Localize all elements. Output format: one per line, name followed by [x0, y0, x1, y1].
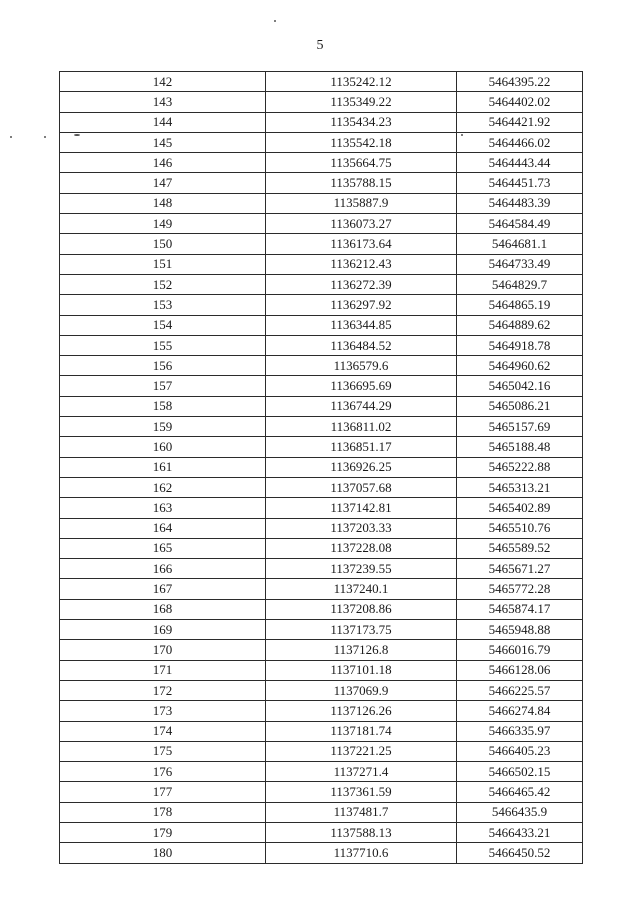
x-coordinate-cell: 1136073.27	[266, 214, 457, 234]
x-coordinate-cell: 1136811.02	[266, 417, 457, 437]
x-coordinate-cell: 1137710.6	[266, 843, 457, 863]
point-number-cell: 177	[60, 782, 266, 802]
point-number-cell: 161	[60, 457, 266, 477]
y-coordinate-cell: 5465874.17	[457, 599, 583, 619]
table-row	[60, 335, 583, 355]
x-coordinate-cell: 1137203.33	[266, 518, 457, 538]
x-coordinate-cell: 1137101.18	[266, 660, 457, 680]
y-coordinate-cell: 5466128.06	[457, 660, 583, 680]
y-coordinate-cell: 5465948.88	[457, 620, 583, 640]
point-number-cell: 164	[60, 518, 266, 538]
table-row	[60, 822, 583, 842]
table-row	[60, 153, 583, 173]
y-coordinate-cell: 5464466.02	[457, 132, 583, 152]
y-coordinate-cell: 5465772.28	[457, 579, 583, 599]
x-coordinate-cell: 1137208.86	[266, 599, 457, 619]
point-number-cell: 163	[60, 498, 266, 518]
point-number-cell: 144	[60, 112, 266, 132]
x-coordinate-cell: 1137142.81	[266, 498, 457, 518]
table-row	[60, 274, 583, 294]
table-row	[60, 741, 583, 761]
y-coordinate-cell: 5464584.49	[457, 214, 583, 234]
point-number-cell: 174	[60, 721, 266, 741]
table-row	[60, 173, 583, 193]
y-coordinate-cell: 5464733.49	[457, 254, 583, 274]
table-row	[60, 782, 583, 802]
table-row	[60, 193, 583, 213]
point-number-cell: 175	[60, 741, 266, 761]
x-coordinate-cell: 1137221.25	[266, 741, 457, 761]
table-row	[60, 680, 583, 700]
x-coordinate-cell: 1135434.23	[266, 112, 457, 132]
table-row	[60, 92, 583, 112]
table-row	[60, 295, 583, 315]
y-coordinate-cell: 5464483.39	[457, 193, 583, 213]
page-number: 5	[316, 38, 324, 53]
table-row	[60, 376, 583, 396]
table-row	[60, 660, 583, 680]
point-number-cell: 172	[60, 680, 266, 700]
point-number-cell: 147	[60, 173, 266, 193]
table-row	[60, 518, 583, 538]
x-coordinate-cell: 1136851.17	[266, 437, 457, 457]
y-coordinate-cell: 5466225.57	[457, 680, 583, 700]
y-coordinate-cell: 5464889.62	[457, 315, 583, 335]
y-coordinate-cell: 5465086.21	[457, 396, 583, 416]
y-coordinate-cell: 5465589.52	[457, 538, 583, 558]
point-number-cell: 151	[60, 254, 266, 274]
x-coordinate-cell: 1137173.75	[266, 620, 457, 640]
table-row	[60, 498, 583, 518]
x-coordinate-cell: 1137240.1	[266, 579, 457, 599]
point-number-cell: 162	[60, 477, 266, 497]
point-number-cell: 158	[60, 396, 266, 416]
x-coordinate-cell: 1137361.59	[266, 782, 457, 802]
table-row	[60, 234, 583, 254]
scan-speck	[44, 136, 46, 138]
point-number-cell: 149	[60, 214, 266, 234]
x-coordinate-cell: 1137181.74	[266, 721, 457, 741]
x-coordinate-cell: 1135887.9	[266, 193, 457, 213]
x-coordinate-cell: 1137239.55	[266, 559, 457, 579]
y-coordinate-cell: 5466016.79	[457, 640, 583, 660]
y-coordinate-cell: 5466274.84	[457, 701, 583, 721]
point-number-cell: 166	[60, 559, 266, 579]
table-row	[60, 843, 583, 863]
table-row	[60, 620, 583, 640]
y-coordinate-cell: 5464443.44	[457, 153, 583, 173]
y-coordinate-cell: 5466502.15	[457, 762, 583, 782]
point-number-cell: 165	[60, 538, 266, 558]
x-coordinate-cell: 1136484.52	[266, 335, 457, 355]
table-row	[60, 356, 583, 376]
point-number-cell: 150	[60, 234, 266, 254]
point-number-cell: 173	[60, 701, 266, 721]
point-number-cell: 156	[60, 356, 266, 376]
table-row	[60, 396, 583, 416]
point-number-cell: 154	[60, 315, 266, 335]
x-coordinate-cell: 1137481.7	[266, 802, 457, 822]
y-coordinate-cell: 5465402.89	[457, 498, 583, 518]
table-row	[60, 721, 583, 741]
coordinates-table	[59, 71, 583, 864]
table-row	[60, 701, 583, 721]
table-row	[60, 214, 583, 234]
y-coordinate-cell: 5464960.62	[457, 356, 583, 376]
x-coordinate-cell: 1136212.43	[266, 254, 457, 274]
x-coordinate-cell: 1137057.68	[266, 477, 457, 497]
y-coordinate-cell: 5466405.23	[457, 741, 583, 761]
x-coordinate-cell: 1137126.8	[266, 640, 457, 660]
scan-speck	[274, 20, 276, 22]
table-row	[60, 579, 583, 599]
point-number-cell: 160	[60, 437, 266, 457]
x-coordinate-cell: 1135788.15	[266, 173, 457, 193]
scan-speck	[10, 136, 12, 138]
table-row	[60, 417, 583, 437]
x-coordinate-cell: 1135349.22	[266, 92, 457, 112]
x-coordinate-cell: 1136695.69	[266, 376, 457, 396]
y-coordinate-cell: 5464451.73	[457, 173, 583, 193]
point-number-cell: 153	[60, 295, 266, 315]
y-coordinate-cell: 5464681.1	[457, 234, 583, 254]
point-number-cell: 146	[60, 153, 266, 173]
point-number-cell: 152	[60, 274, 266, 294]
point-number-cell: 143	[60, 92, 266, 112]
x-coordinate-cell: 1136173.64	[266, 234, 457, 254]
x-coordinate-cell: 1137069.9	[266, 680, 457, 700]
table-body	[60, 72, 583, 864]
y-coordinate-cell: 5465313.21	[457, 477, 583, 497]
x-coordinate-cell: 1135542.18	[266, 132, 457, 152]
y-coordinate-cell: 5465188.48	[457, 437, 583, 457]
x-coordinate-cell: 1136579.6	[266, 356, 457, 376]
y-coordinate-cell: 5466433.21	[457, 822, 583, 842]
x-coordinate-cell: 1135664.75	[266, 153, 457, 173]
point-number-cell: 176	[60, 762, 266, 782]
y-coordinate-cell: 5464402.02	[457, 92, 583, 112]
x-coordinate-cell: 1136297.92	[266, 295, 457, 315]
x-coordinate-cell: 1137126.26	[266, 701, 457, 721]
point-number-cell: 142	[60, 72, 266, 92]
point-number-cell: 159	[60, 417, 266, 437]
point-number-cell: 178	[60, 802, 266, 822]
x-coordinate-cell: 1137271.4	[266, 762, 457, 782]
table-row	[60, 538, 583, 558]
point-number-cell: 169	[60, 620, 266, 640]
table-row	[60, 802, 583, 822]
x-coordinate-cell: 1136744.29	[266, 396, 457, 416]
x-coordinate-cell: 1137588.13	[266, 822, 457, 842]
x-coordinate-cell: 1136926.25	[266, 457, 457, 477]
y-coordinate-cell: 5466335.97	[457, 721, 583, 741]
table-row	[60, 599, 583, 619]
point-number-cell: 180	[60, 843, 266, 863]
point-number-cell: 167	[60, 579, 266, 599]
x-coordinate-cell: 1137228.08	[266, 538, 457, 558]
table-row	[60, 437, 583, 457]
table-row	[60, 762, 583, 782]
y-coordinate-cell: 5464421.92	[457, 112, 583, 132]
y-coordinate-cell: 5466465.42	[457, 782, 583, 802]
y-coordinate-cell: 5464395.22	[457, 72, 583, 92]
table-row	[60, 112, 583, 132]
x-coordinate-cell: 1135242.12	[266, 72, 457, 92]
y-coordinate-cell: 5465222.88	[457, 457, 583, 477]
table-row	[60, 315, 583, 335]
y-coordinate-cell: 5465510.76	[457, 518, 583, 538]
point-number-cell: 145	[60, 132, 266, 152]
point-number-cell: 170	[60, 640, 266, 660]
y-coordinate-cell: 5464918.78	[457, 335, 583, 355]
table-row	[60, 457, 583, 477]
point-number-cell: 168	[60, 599, 266, 619]
point-number-cell: 148	[60, 193, 266, 213]
y-coordinate-cell: 5466450.52	[457, 843, 583, 863]
table-row	[60, 254, 583, 274]
point-number-cell: 179	[60, 822, 266, 842]
y-coordinate-cell: 5465671.27	[457, 559, 583, 579]
y-coordinate-cell: 5464865.19	[457, 295, 583, 315]
y-coordinate-cell: 5465157.69	[457, 417, 583, 437]
point-number-cell: 157	[60, 376, 266, 396]
y-coordinate-cell: 5464829.7	[457, 274, 583, 294]
x-coordinate-cell: 1136272.39	[266, 274, 457, 294]
table-row	[60, 640, 583, 660]
point-number-cell: 155	[60, 335, 266, 355]
table-row	[60, 477, 583, 497]
point-number-cell: 171	[60, 660, 266, 680]
table-row	[60, 72, 583, 92]
y-coordinate-cell: 5465042.16	[457, 376, 583, 396]
y-coordinate-cell: 5466435.9	[457, 802, 583, 822]
table-row	[60, 559, 583, 579]
x-coordinate-cell: 1136344.85	[266, 315, 457, 335]
table-row	[60, 132, 583, 152]
